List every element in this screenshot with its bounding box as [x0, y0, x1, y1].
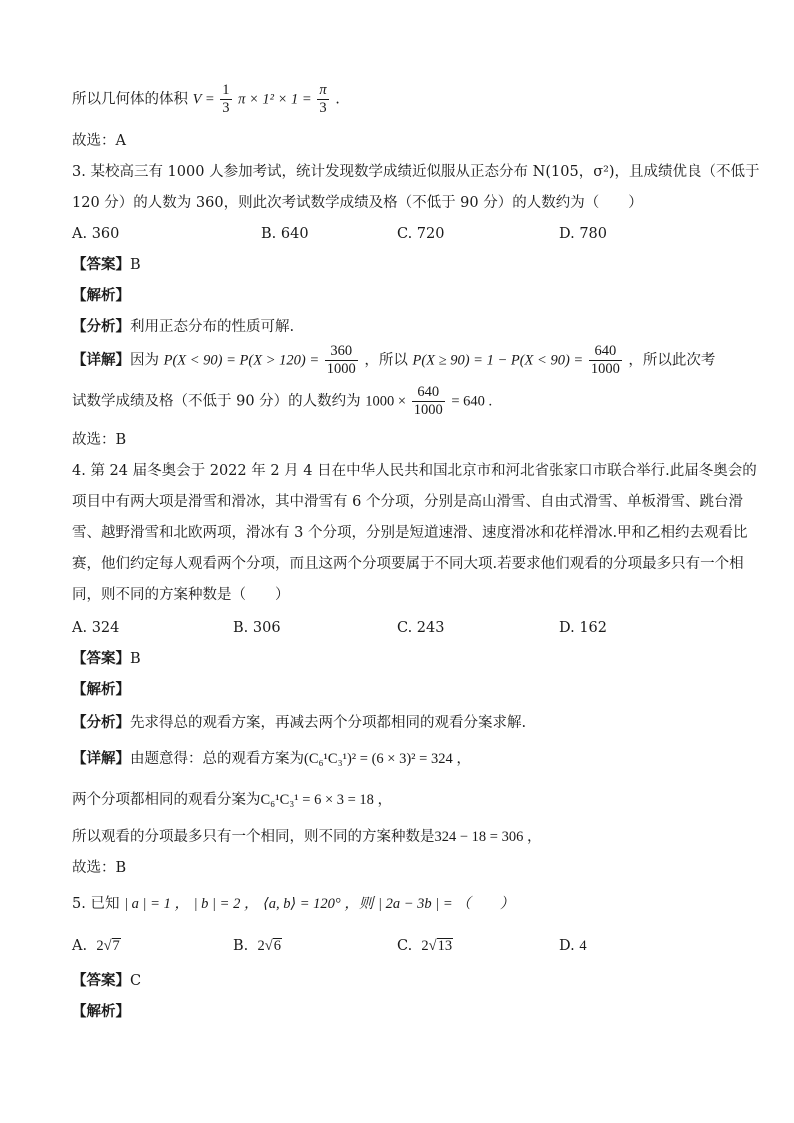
q4-choice-line: 故选：B [72, 860, 127, 876]
q4-xiangjie-tag: 【详解】 [72, 750, 130, 767]
choice-line-q2: 故选：A [72, 133, 126, 149]
q5-option-a: A. 2√7 [72, 938, 120, 954]
q3-xj2-tail: = 640 . [451, 393, 493, 410]
q4-line-1: 4. 第 24 届冬奥会于 2022 年 2 月 4 日在中华人民共和国北京市和河北省张家口市联合举行.此届冬奥会的 [72, 463, 757, 479]
q3-option-a: A. 360 [72, 226, 120, 242]
q5-answer-line [72, 971, 141, 991]
q5-option-d: D. 4 [559, 938, 587, 954]
q4-line-3: 雪、越野滑雪和北欧两项，滑冰有 3 个分项，分别是短道速滑、速度滑冰和花样滑冰.甲和乙相约去观看比 [72, 525, 748, 541]
q3-xj2-expr: 1000 × [365, 393, 410, 410]
q3-option-b: B. 640 [261, 226, 309, 242]
q3-answer-line [72, 255, 141, 275]
volume-tail: . [335, 91, 340, 108]
q3-option-c: C. 720 [397, 226, 445, 242]
q4-xj3-text: 所以观看的分项最多只有一个相同，则不同的方案种数是 [72, 829, 435, 845]
q4-line-2: 项目中有两大项是滑雪和滑冰，其中滑雪有 6 个分项，分别是高山滑雪、自由式滑雪、单板滑雪、跳台滑 [72, 494, 743, 510]
q5-answer-tag: 【答案】 [72, 972, 130, 989]
q5-query: | 2a − 3b | = （ ） [377, 896, 515, 912]
q4-answer-line [72, 649, 141, 669]
q3-xiangjie-line-2 [72, 384, 492, 419]
q3-choice-line: 故选：B [72, 432, 127, 448]
q3-xj-text-b: ，所以 [364, 352, 408, 369]
q3-xj-expr-2: P(X ≥ 90) = 1 − P(X < 90) = [412, 352, 587, 369]
q4-option-a: A. 324 [72, 620, 120, 636]
q3-fenxi-text: 利用正态分布的性质可解. [130, 319, 295, 335]
q4-option-d: D. 162 [559, 620, 608, 636]
q3-xj2-text: 试数学成绩及格（不低于 90 分）的人数约为 [72, 393, 361, 410]
q3-option-d: D. 780 [559, 226, 608, 242]
q3-fenxi-line [72, 317, 294, 337]
q4-line-4: 赛，他们约定每人观看两个分项，而且这两个分项要属于不同大项.若要求他们观看的分项最多只有一个相 [72, 556, 744, 572]
q4-xiangjie-line-2 [72, 790, 392, 810]
q5-cond-b-norm: | b | = 2 ， [193, 896, 259, 912]
q4-xj2-text: 两个分项都相同的观看分案为 [72, 792, 261, 808]
q3-xiangjie-line-1 [72, 343, 715, 378]
q3-xj-text-c: ，所以此次考 [628, 352, 716, 369]
q3-xj2-fraction: $\frac{640}{1000}$ [413, 384, 443, 418]
volume-text: 所以几何体的体积 [72, 91, 188, 108]
q3-fenxi-tag: 【分析】 [72, 318, 130, 335]
q4-xj3-expr: 324 − 18 = 306 ， [434, 829, 542, 845]
q3-line-1: 3. 某校高三有 1000 人参加考试，统计发现数学成绩近似服从正态分布 N(105，σ²)，且成绩优良（不低于 [72, 164, 760, 180]
q4-option-c: C. 243 [397, 620, 445, 636]
q4-xj1-text: 由题意得：总的观看方案为 [130, 751, 304, 767]
q4-option-b: B. 306 [233, 620, 281, 636]
volume-fraction-2: $\frac{\pi}{3}$ [319, 82, 327, 116]
q4-xj2-expr: C₆¹C₃¹ = 6 × 3 = 18 ， [260, 792, 393, 808]
q5-prefix: 5. 已知 [72, 896, 120, 912]
q3-xiangjie-tag: 【详解】 [72, 351, 130, 369]
q3-jiexi-tag: 【解析】 [72, 287, 130, 304]
q3-answer-value: B [130, 257, 141, 273]
q3-xj-fraction-2: $\frac{640}{1000}$ [590, 343, 620, 377]
q5-option-b: B. 2√6 [233, 938, 281, 954]
q3-xj-expr-1: P(X < 90) = P(X > 120) = [163, 352, 323, 369]
volume-fraction-1: $\frac{1}{3}$ [222, 82, 230, 116]
q4-xiangjie-line-1 [72, 749, 471, 769]
q5-cond-a-norm: | a | = 1 ， [124, 896, 189, 912]
q4-answer-value: B [130, 651, 141, 667]
volume-expr-b: π × 1² × 1 = [238, 91, 316, 108]
q4-xj1-expr: (C₆¹C₃¹)² = (6 × 3)² = 324 ， [304, 751, 471, 767]
q3-xj-text-a: 因为 [130, 352, 159, 369]
volume-line [72, 82, 340, 117]
q3-answer-tag: 【答案】 [72, 256, 130, 273]
q3-line-2: 120 分）的人数为 360，则此次考试数学成绩及格（不低于 90 分）的人数约为（ ） [72, 195, 643, 211]
q5-cond-angle: ⟨a, b⟩ = 120° ，则 [263, 896, 374, 912]
q4-fenxi-tag: 【分析】 [72, 714, 130, 731]
q5-jiexi-tag: 【解析】 [72, 1003, 130, 1020]
q5-answer-value: C [130, 973, 142, 989]
q3-xj-fraction-1: $\frac{360}{1000}$ [326, 343, 356, 377]
q4-xiangjie-line-3 [72, 827, 541, 847]
q4-line-5: 同，则不同的方案种数是（ ） [72, 587, 290, 603]
q5-option-c: C. 2√13 [397, 938, 453, 954]
q4-fenxi-text: 先求得总的观看方案，再减去两个分项都相同的观看分案求解. [130, 715, 527, 731]
q4-jiexi-tag: 【解析】 [72, 681, 130, 698]
volume-expr-a: V = [192, 91, 219, 108]
q5-line [72, 894, 514, 914]
q4-fenxi-line [72, 713, 526, 733]
q4-answer-tag: 【答案】 [72, 650, 130, 667]
